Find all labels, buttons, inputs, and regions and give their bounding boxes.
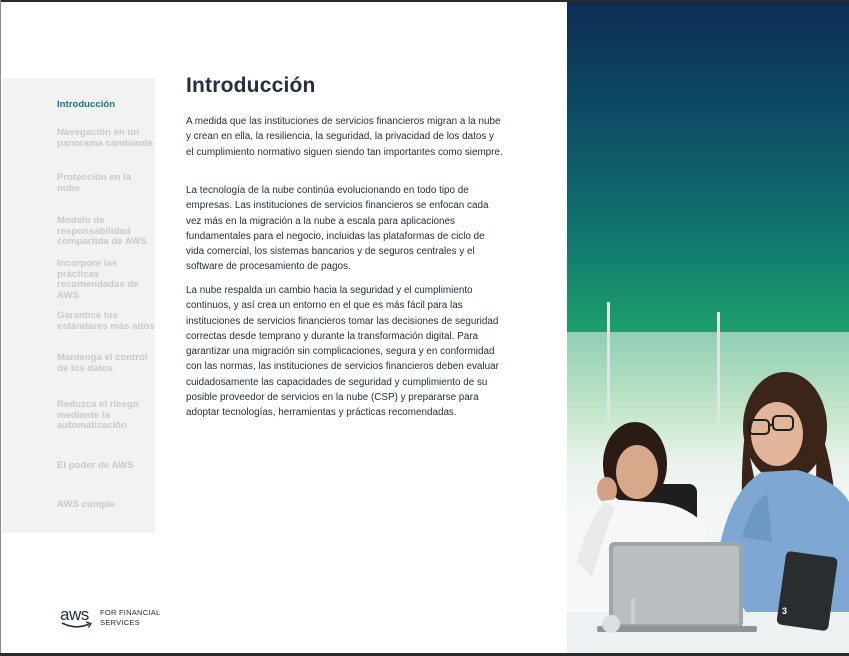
logo-caption: FOR FINANCIAL SERVICES: [100, 608, 161, 627]
toc-item-control-datos[interactable]: Mantenga el control de los datos: [57, 352, 148, 374]
aws-logo-text: aws: [60, 605, 89, 624]
page-number: 3: [782, 606, 788, 616]
toc-item-modelo-responsabilidad[interactable]: Modelo de responsabilidad compartida de AWS: [57, 215, 147, 248]
left-border: [0, 0, 1, 656]
toc-item-introduccion[interactable]: Introducción: [57, 99, 116, 110]
intro-paragraph-1: A medida que las instituciones de servicios financieros migran a la nube y crean en ella, la resiliencia, la seguridad, la privacidad de los datos y el cumplimiento normativo siguen siendo tan importantes como siempre.: [186, 116, 503, 158]
intro-paragraph-3: La nube respalda un cambio hacia la seguridad y el cumplimiento continuos, y así crea un entorno en el que es más fácil para las instituciones de servicios financieros tomar las decisiones de seguridad correctas desde temprano y durante la transformación digital. Para garantizar una migración sin complicaciones, segura y en conformidad con las normas, las instituciones de servicios financieros deben evaluar cuidadosamente las capacidades de seguridad y cumplimiento de su posible proveedor de servicios en la nube (CSP) y prepararse para adoptar tecnologías, herramientas y prácticas recomendadas.: [186, 285, 499, 419]
toc-item-aws-cumple[interactable]: AWS cumple: [57, 499, 116, 510]
toc-item-practicas-recomendadas[interactable]: Incorpore las prácticas recomendadas de AWS: [57, 258, 139, 301]
toc-item-proteccion[interactable]: Protección en la nube: [57, 172, 132, 194]
toc-item-estandares[interactable]: Garantice los estándares más altos: [57, 310, 155, 332]
intro-paragraph-2: La tecnología de la nube continúa evolucionando en todo tipo de empresas. Las instituciones de servicios financieros se enfocan cada vez más en la migración a la nube a escala para aplicaciones fundamentales para el negocio, incluidas las plataformas de ciclo de vida comercial, los sistemas bancarios y de seguros centrales y el software de procesamiento de pagos.: [186, 185, 489, 273]
aws-logo-smile-icon: [61, 621, 95, 630]
page-title: Introducción: [186, 74, 316, 97]
aws-logo: [60, 605, 96, 631]
toc-item-reduzca-riesgo[interactable]: Reduzca el riesgo mediante la automatización: [57, 399, 139, 432]
hero-photo: [567, 2, 849, 653]
toc-item-navegacion[interactable]: Navegación en un panorama cambiante: [57, 127, 153, 149]
women-at-laptop-illustration: [567, 2, 849, 653]
toc-item-poder-aws[interactable]: El poder de AWS: [57, 460, 134, 471]
